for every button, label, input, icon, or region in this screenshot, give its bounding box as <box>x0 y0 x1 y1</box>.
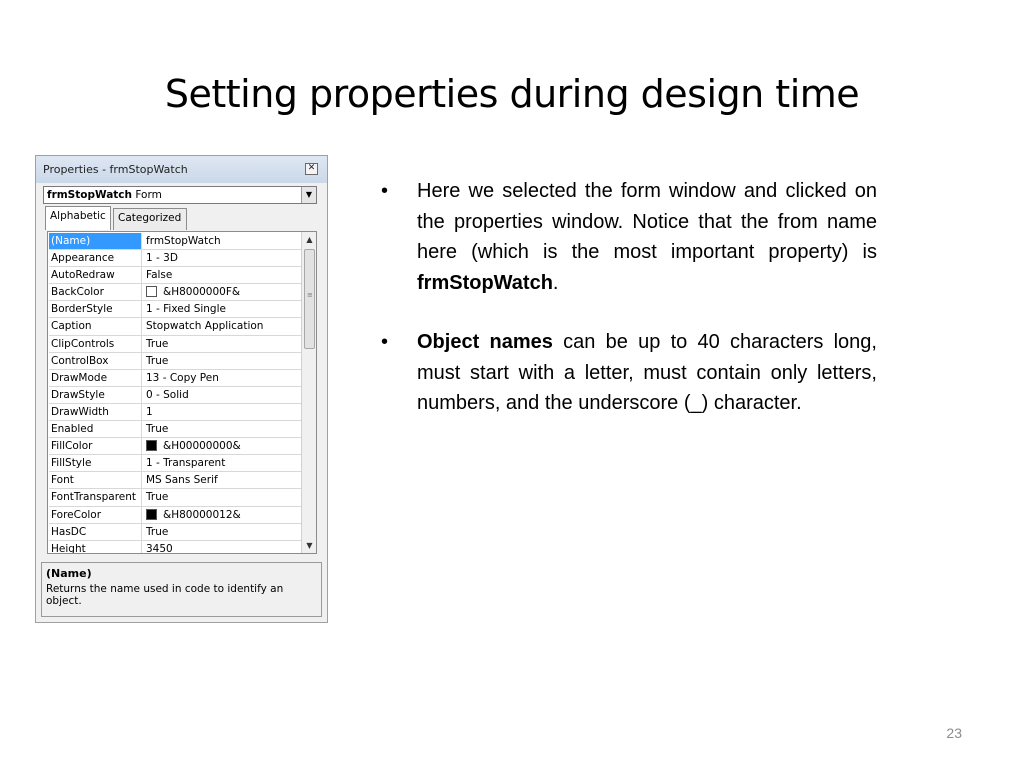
property-name: Font <box>49 472 142 488</box>
bullet-item <box>381 327 877 419</box>
property-value[interactable]: False <box>146 269 173 282</box>
property-row[interactable] <box>49 353 302 370</box>
bullet-bold-text: frmStopWatch <box>417 271 553 294</box>
chevron-down-icon[interactable]: ▼ <box>301 187 316 203</box>
tab-categorized[interactable]: Categorized <box>113 208 187 230</box>
property-row[interactable] <box>49 404 302 421</box>
scrollbar-thumb[interactable] <box>304 249 315 349</box>
properties-window <box>35 155 328 623</box>
property-name: ControlBox <box>49 353 142 369</box>
property-row[interactable] <box>49 233 302 250</box>
property-name: HasDC <box>49 524 142 540</box>
property-value[interactable]: 1 - Transparent <box>146 457 226 470</box>
property-value[interactable]: frmStopWatch <box>146 235 221 247</box>
property-row[interactable] <box>49 524 302 541</box>
property-row[interactable] <box>49 336 302 353</box>
object-type: Form <box>135 189 162 201</box>
property-name: BorderStyle <box>49 301 142 317</box>
object-selector-combo[interactable] <box>43 186 317 204</box>
bullet-text: Here we selected the form window and clicked on the properties window. Notice that the from name here (which is the most important property) is <box>417 180 877 263</box>
property-row[interactable] <box>49 472 302 489</box>
property-name: Enabled <box>49 421 142 437</box>
object-name: frmStopWatch <box>47 189 133 201</box>
property-value[interactable]: MS Sans Serif <box>146 474 218 487</box>
property-grid-rows <box>49 233 302 554</box>
property-value[interactable]: True <box>146 354 169 367</box>
property-value[interactable]: 1 <box>146 405 153 418</box>
property-value[interactable]: True <box>146 491 169 504</box>
property-value[interactable] <box>143 284 302 300</box>
bullet-dot-icon: • <box>381 331 389 353</box>
property-name: DrawWidth <box>49 404 142 420</box>
property-name: FontTransparent <box>49 489 142 505</box>
property-row[interactable] <box>49 455 302 472</box>
property-name: ClipControls <box>49 336 142 352</box>
color-swatch-forecolor <box>146 509 157 520</box>
property-name: ForeColor <box>49 507 142 523</box>
bullet-tail: . <box>552 271 559 294</box>
property-name: (Name) <box>49 233 142 249</box>
property-name: DrawMode <box>49 370 142 386</box>
property-grid-scrollbar[interactable] <box>301 232 316 553</box>
property-value[interactable]: 1 - 3D <box>146 252 178 265</box>
properties-title: Properties - frmStopWatch <box>43 163 188 176</box>
property-row[interactable] <box>49 267 302 284</box>
property-name: Caption <box>49 318 142 334</box>
slide-title: Setting properties during design time <box>164 72 860 116</box>
scroll-up-icon[interactable]: ▲ <box>306 235 313 244</box>
bullet-dot-icon: • <box>381 180 389 202</box>
property-row[interactable] <box>49 421 302 438</box>
property-value[interactable]: 0 - Solid <box>146 388 189 401</box>
page-number: 23 <box>946 725 962 741</box>
property-row[interactable] <box>49 507 302 524</box>
bullet-bold-text: Object names <box>417 331 553 353</box>
property-grid <box>47 231 317 554</box>
scroll-down-icon[interactable]: ▼ <box>306 541 313 550</box>
property-value[interactable]: Stopwatch Application <box>146 320 264 333</box>
property-value[interactable]: True <box>146 337 169 350</box>
property-value[interactable]: True <box>146 423 169 436</box>
property-row[interactable] <box>49 541 302 554</box>
property-row[interactable] <box>49 250 302 267</box>
bullet-item <box>381 176 877 298</box>
property-row[interactable] <box>49 489 302 506</box>
bullet-list <box>381 176 877 419</box>
description-text: Returns the name used in code to identify an object. <box>46 583 284 607</box>
property-value[interactable]: 1 - Fixed Single <box>146 303 226 316</box>
properties-titlebar[interactable] <box>36 156 327 183</box>
property-row[interactable] <box>49 301 302 318</box>
property-name: FillStyle <box>49 455 142 471</box>
property-value[interactable] <box>143 438 302 454</box>
property-name: Appearance <box>49 250 142 266</box>
color-swatch-fillcolor <box>146 440 157 451</box>
property-value[interactable]: True <box>146 525 169 538</box>
property-value-text: &H80000012& <box>163 508 241 521</box>
tab-alphabetic[interactable]: Alphabetic <box>45 206 111 230</box>
close-icon[interactable]: ✕ <box>305 163 318 175</box>
color-swatch-backcolor <box>146 286 157 297</box>
property-row[interactable] <box>49 318 302 335</box>
property-value[interactable]: 13 - Copy Pen <box>146 371 219 384</box>
description-pane <box>41 562 322 617</box>
property-row[interactable] <box>49 284 302 301</box>
grip-icon: ≡ <box>307 291 313 299</box>
property-value-text: &H00000000& <box>163 440 241 453</box>
property-row[interactable] <box>49 438 302 455</box>
property-value[interactable]: 3450 <box>146 542 173 554</box>
property-name: BackColor <box>49 284 142 300</box>
property-row[interactable] <box>49 370 302 387</box>
property-row[interactable] <box>49 387 302 404</box>
property-value[interactable] <box>143 507 302 523</box>
property-value-text: &H8000000F& <box>163 286 241 299</box>
property-name: AutoRedraw <box>49 267 142 283</box>
description-title: (Name) <box>46 567 92 580</box>
property-name: Height <box>49 541 142 554</box>
bullet-text: can be up to 40 characters long, must start with a letter, must contain only letters, numbers, and the underscore (_) character. <box>417 331 877 414</box>
property-name: DrawStyle <box>49 387 142 403</box>
property-name: FillColor <box>49 438 142 454</box>
